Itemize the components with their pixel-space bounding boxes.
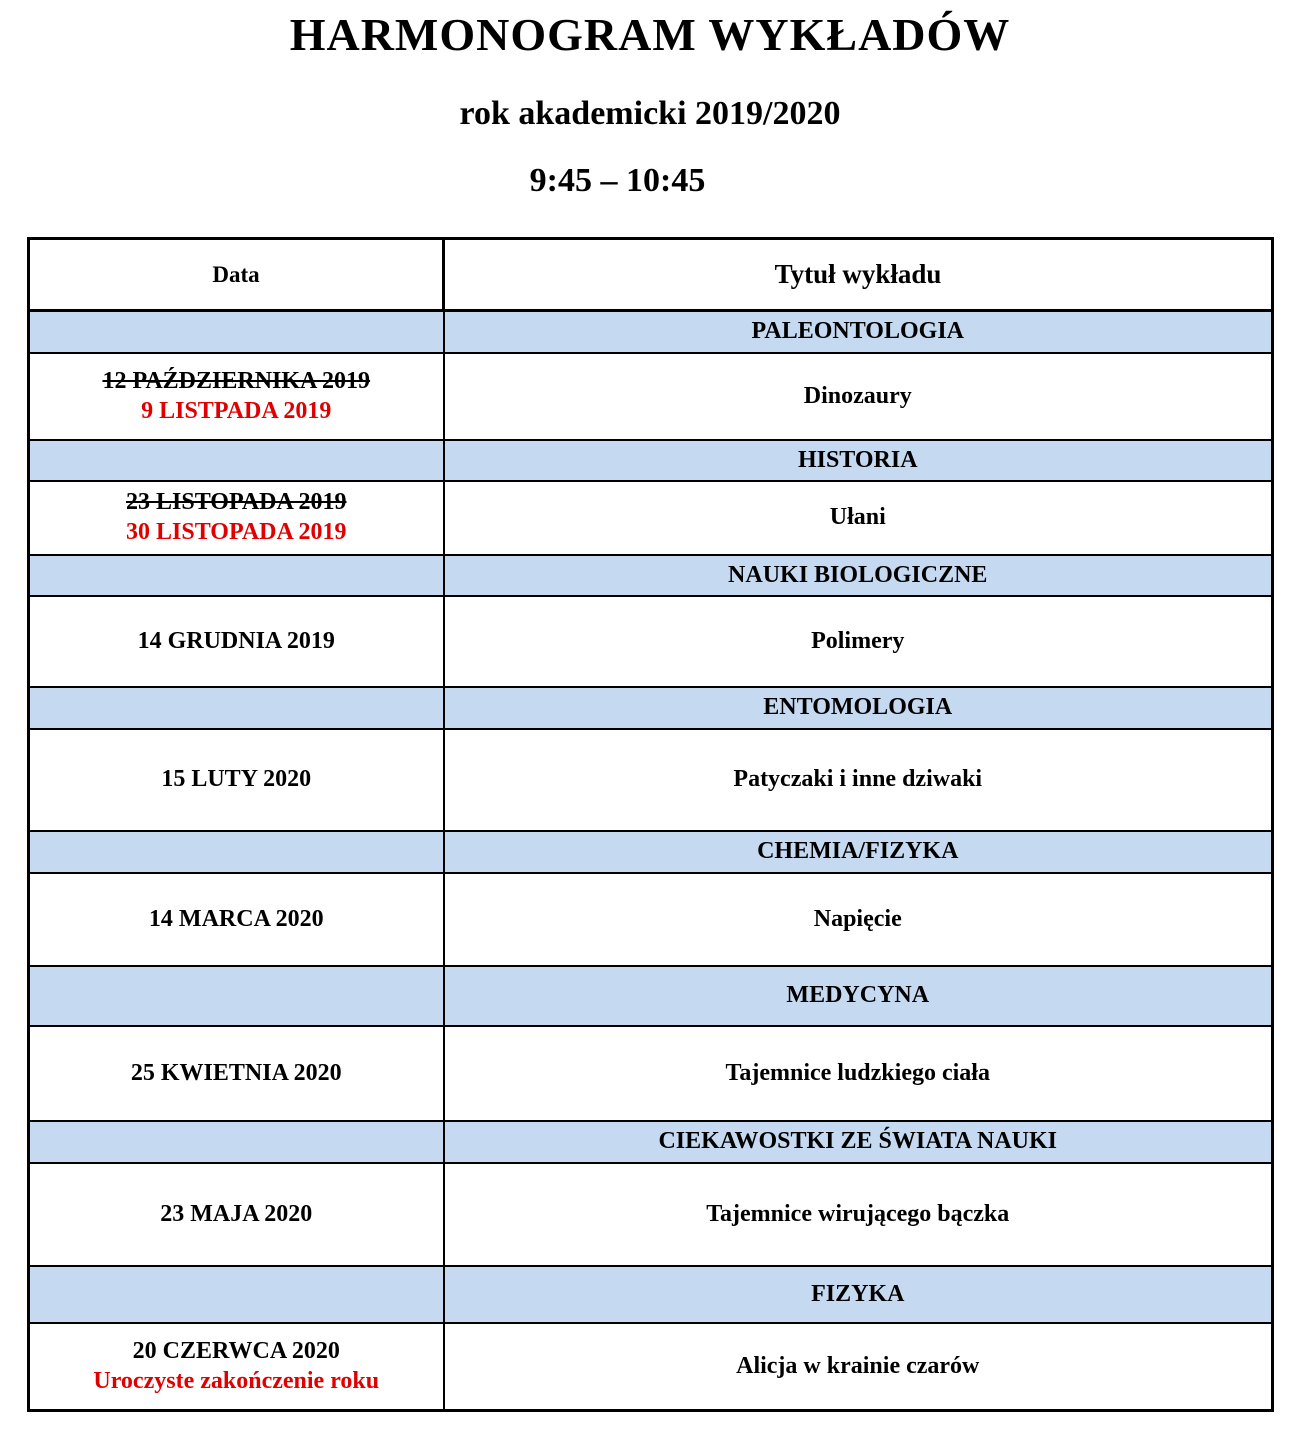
category-row [29, 555, 1273, 596]
date-cell [29, 481, 444, 555]
date-cell: 14 GRUDNIA 2019 [29, 596, 444, 687]
category-label: NAUKI BIOLOGICZNE [444, 555, 1273, 596]
lecture-hours: 9:45 – 10:45 [529, 162, 706, 199]
lecture-title: Patyczaki i inne dziwaki [444, 729, 1273, 831]
table-header-row [29, 239, 1273, 311]
category-spacer [29, 440, 444, 481]
lecture-title: Polimery [444, 596, 1273, 687]
date-old: 23 LISTOPADA 2019 [126, 489, 347, 515]
date-text: 20 CZERWCA 2020 [132, 1337, 340, 1364]
table-row [29, 1163, 1273, 1266]
category-row [29, 311, 1273, 353]
academic-year: rok akademicki 2019/2020 [459, 95, 841, 132]
date-new: 9 LISTPADA 2019 [141, 397, 332, 424]
table-row [29, 353, 1273, 440]
lecture-title: Napięcie [444, 873, 1273, 966]
category-row [29, 1121, 1273, 1163]
lecture-title: Tajemnice ludzkiego ciała [444, 1026, 1273, 1121]
lecture-title: Ułani [444, 481, 1273, 555]
category-row [29, 687, 1273, 729]
category-spacer [29, 1121, 444, 1163]
category-spacer [29, 966, 444, 1026]
date-cell [29, 353, 444, 440]
category-label: PALEONTOLOGIA [444, 311, 1273, 353]
table-row [29, 1323, 1273, 1411]
category-label: HISTORIA [444, 440, 1273, 481]
table-row [29, 873, 1273, 966]
lecture-title: Dinozaury [444, 353, 1273, 440]
date-cell: 14 MARCA 2020 [29, 873, 444, 966]
page-title: HARMONOGRAM WYKŁADÓW [289, 9, 1011, 60]
table-row [29, 1026, 1273, 1121]
category-row [29, 1266, 1273, 1323]
date-cell [29, 1323, 444, 1411]
category-label: CIEKAWOSTKI ZE ŚWIATA NAUKI [444, 1121, 1273, 1163]
lecture-schedule-table [27, 237, 1274, 1412]
category-spacer [29, 1266, 444, 1323]
lecture-title: Alicja w krainie czarów [444, 1323, 1273, 1411]
category-spacer [29, 687, 444, 729]
category-label: CHEMIA/FIZYKA [444, 831, 1273, 873]
category-row [29, 831, 1273, 873]
lecture-title: Tajemnice wirującego bączka [444, 1163, 1273, 1266]
date-note: Uroczyste zakończenie roku [93, 1367, 380, 1394]
column-header-date: Data [29, 239, 444, 311]
category-label: ENTOMOLOGIA [444, 687, 1273, 729]
table-row [29, 729, 1273, 831]
category-label: FIZYKA [444, 1266, 1273, 1323]
category-row [29, 966, 1273, 1026]
category-spacer [29, 831, 444, 873]
date-old: 12 PAŹDZIERNIKA 2019 [102, 367, 371, 394]
category-label: MEDYCYNA [444, 966, 1273, 1026]
table-row [29, 596, 1273, 687]
column-header-title: Tytuł wykładu [444, 239, 1273, 311]
category-spacer [29, 555, 444, 596]
category-spacer [29, 311, 444, 353]
date-new: 30 LISTOPADA 2019 [126, 519, 347, 545]
category-row [29, 440, 1273, 481]
date-cell: 15 LUTY 2020 [29, 729, 444, 831]
table-row [29, 481, 1273, 555]
date-cell: 23 MAJA 2020 [29, 1163, 444, 1266]
date-cell: 25 KWIETNIA 2020 [29, 1026, 444, 1121]
